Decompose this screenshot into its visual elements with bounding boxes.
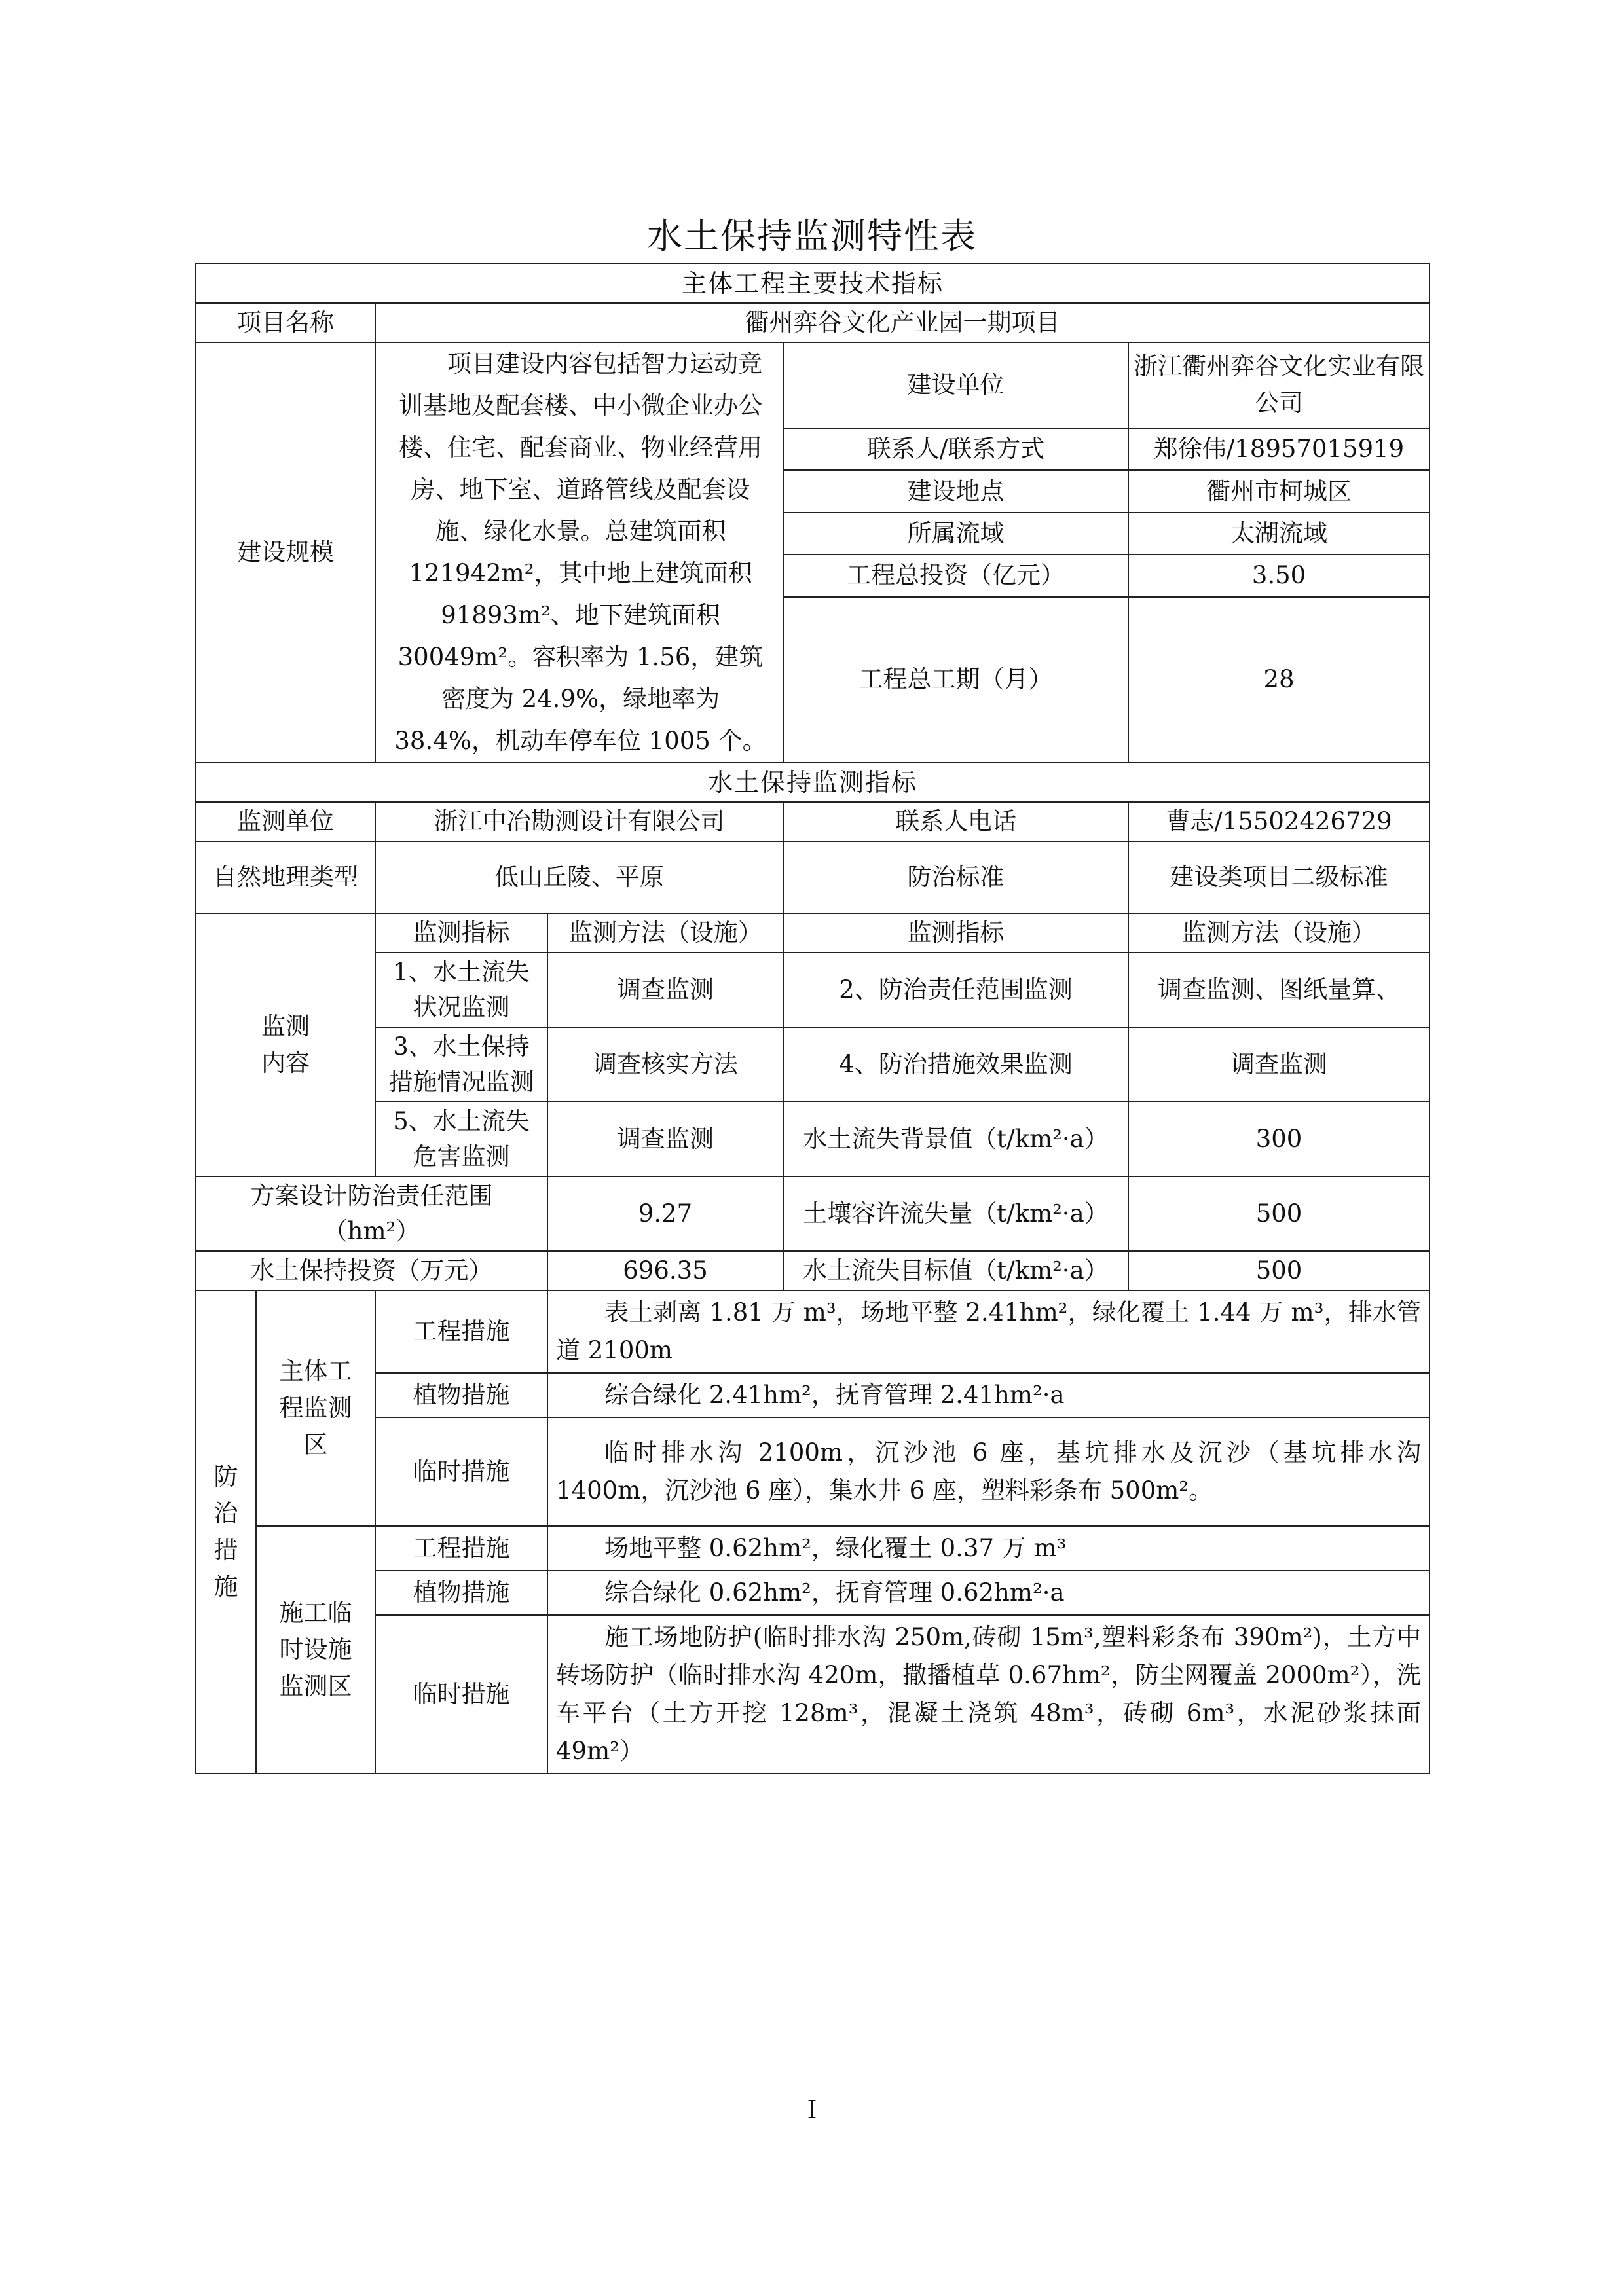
section-header-main: 主体工程主要技术指标 (196, 264, 1430, 303)
zone1-engineering-text: 表土剥离 1.81 万 m³，场地平整 2.41hm²，绿化覆土 1.44 万 m³，排水管道 2100m (547, 1290, 1430, 1373)
monitor-unit-label: 监测单位 (196, 802, 375, 841)
document-title: 水土保持监测特性表 (647, 215, 977, 257)
zone2-engineering-label: 工程措施 (375, 1526, 547, 1571)
investment-value: 3.50 (1128, 555, 1430, 596)
construction-unit-label: 建设单位 (783, 342, 1128, 428)
zone1-engineering-label: 工程措施 (375, 1290, 547, 1373)
content-header-method-1: 监测方法（设施） (547, 913, 783, 953)
content-header-index-1: 监测指标 (375, 913, 547, 953)
monitor-item-5: 5、水土流失危害监测 (375, 1102, 547, 1176)
sw-investment-value: 696.35 (547, 1251, 783, 1290)
project-name-value: 衢州弈谷文化产业园一期项目 (375, 303, 1430, 342)
zone1-temporary-label: 临时措施 (375, 1417, 547, 1526)
monitor-method-5: 调查监测 (547, 1102, 783, 1176)
monitor-method-3: 调查核实方法 (547, 1027, 783, 1102)
target-loss-value: 500 (1128, 1251, 1430, 1290)
monitor-phone-value: 曹志/15502426729 (1128, 802, 1430, 841)
geo-type-value: 低山丘陵、平原 (375, 841, 783, 913)
zone1-vegetation-label: 植物措施 (375, 1373, 547, 1417)
duration-label: 工程总工期（月） (783, 597, 1128, 763)
background-value-label: 水土流失背景值（t/km²·a） (783, 1102, 1128, 1176)
zone2-vegetation-label: 植物措施 (375, 1571, 547, 1615)
basin-label: 所属流域 (783, 513, 1128, 555)
monitor-method-1: 调查监测 (547, 953, 783, 1027)
page-number: I (807, 2095, 817, 2124)
project-name-label: 项目名称 (196, 303, 375, 342)
duration-value: 28 (1128, 597, 1430, 763)
construction-scale-text: 项目建设内容包括智力运动竞训基地及配套楼、中小微企业办公楼、住宅、配套商业、物业经营用房、地下室、道路管线及配套设施、绿化水景。总建筑面积 121942m²，其中地上建筑面积 91893m²、地下建筑面积 30049m²。容积率为 1.56，建筑密度为 24.9%，绿地率为 38.4%，机动车停车位 1005 个。 (375, 342, 783, 763)
location-label: 建设地点 (783, 470, 1128, 512)
investment-label: 工程总投资（亿元） (783, 555, 1128, 596)
measures-label: 防 治 措 施 (196, 1290, 256, 1774)
monitor-content-label: 监测 内容 (196, 913, 375, 1176)
standard-label: 防治标准 (783, 841, 1128, 913)
location-value: 衢州市柯城区 (1128, 470, 1430, 512)
zone-temp-facilities-label: 施工临时设施监测区 (256, 1526, 375, 1774)
construction-scale-label: 建设规模 (196, 342, 375, 763)
standard-value: 建设类项目二级标准 (1128, 841, 1430, 913)
zone2-engineering-text: 场地平整 0.62hm²，绿化覆土 0.37 万 m³ (547, 1526, 1430, 1571)
zone1-vegetation-text: 综合绿化 2.41hm²，抚育管理 2.41hm²·a (547, 1373, 1430, 1417)
scope-value: 9.27 (547, 1176, 783, 1251)
scope-label: 方案设计防治责任范围（hm²） (196, 1176, 547, 1251)
zone2-vegetation-text: 综合绿化 0.62hm²，抚育管理 0.62hm²·a (547, 1571, 1430, 1615)
monitor-item-3: 3、水土保持措施情况监测 (375, 1027, 547, 1102)
zone2-temporary-label: 临时措施 (375, 1615, 547, 1774)
target-loss-label: 水土流失目标值（t/km²·a） (783, 1251, 1128, 1290)
zone-main-works-label: 主体工程监测区 (256, 1290, 375, 1526)
sw-investment-label: 水土保持投资（万元） (196, 1251, 547, 1290)
allowable-loss-label: 土壤容许流失量（t/km²·a） (783, 1176, 1128, 1251)
monitor-item-4: 4、防治措施效果监测 (783, 1027, 1128, 1102)
monitor-method-4: 调查监测 (1128, 1027, 1430, 1102)
monitor-unit-value: 浙江中冶勘测设计有限公司 (375, 802, 783, 841)
basin-value: 太湖流域 (1128, 513, 1430, 555)
construction-unit-value: 浙江衢州弈谷文化实业有限公司 (1128, 342, 1430, 428)
zone1-temporary-text: 临时排水沟 2100m，沉沙池 6 座，基坑排水及沉沙（基坑排水沟 1400m，沉沙池 6 座），集水井 6 座，塑料彩条布 500m²。 (547, 1417, 1430, 1526)
content-header-index-2: 监测指标 (783, 913, 1128, 953)
allowable-loss-value: 500 (1128, 1176, 1430, 1251)
section-header-monitor: 水土保持监测指标 (196, 763, 1430, 802)
monitor-phone-label: 联系人电话 (783, 802, 1128, 841)
contact-value: 郑徐伟/18957015919 (1128, 428, 1430, 470)
content-header-method-2: 监测方法（设施） (1128, 913, 1430, 953)
monitoring-characteristics-table (195, 263, 1430, 1774)
monitor-item-2: 2、防治责任范围监测 (783, 953, 1128, 1027)
zone2-temporary-text: 施工场地防护(临时排水沟 250m,砖砌 15m³,塑料彩条布 390m²)，土方中转场防护（临时排水沟 420m，撒播植草 0.67hm²，防尘网覆盖 2000m²），洗车平台（土方开挖 128m³，混凝土浇筑 48m³，砖砌 6m³，水泥砂浆抹面 49m²） (547, 1615, 1430, 1774)
background-value: 300 (1128, 1102, 1430, 1176)
geo-type-label: 自然地理类型 (196, 841, 375, 913)
monitor-item-1: 1、水土流失状况监测 (375, 953, 547, 1027)
contact-label: 联系人/联系方式 (783, 428, 1128, 470)
monitor-method-2: 调查监测、图纸量算、 (1128, 953, 1430, 1027)
